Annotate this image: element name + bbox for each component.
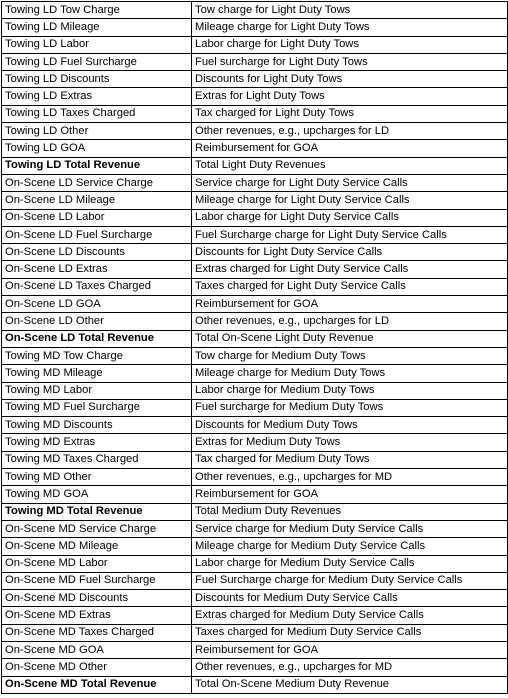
- line-item-name-cell: Towing MD Discounts: [2, 417, 192, 434]
- table-row: [2, 157, 508, 174]
- line-item-name-cell: Towing MD Fuel Surcharge: [2, 399, 192, 416]
- line-item-name-cell: On-Scene MD GOA: [2, 641, 192, 658]
- line-item-name-cell: Towing LD Mileage: [2, 19, 192, 36]
- line-item-name-cell: On-Scene LD Extras: [2, 261, 192, 278]
- table-row: [2, 36, 508, 53]
- line-item-description-cell: Tow charge for Medium Duty Tows: [192, 347, 508, 364]
- line-item-name-cell: Towing MD Other: [2, 469, 192, 486]
- line-item-description-cell: Labor charge for Medium Duty Service Calls: [192, 555, 508, 572]
- table-row: [2, 676, 508, 693]
- line-item-name-cell: On-Scene MD Mileage: [2, 538, 192, 555]
- line-item-description-cell: Reimbursement for GOA: [192, 641, 508, 658]
- line-item-name-cell: Towing MD Labor: [2, 382, 192, 399]
- line-item-description-cell: Labor charge for Medium Duty Tows: [192, 382, 508, 399]
- line-item-description-cell: Taxes charged for Medium Duty Service Calls: [192, 624, 508, 641]
- line-item-name-cell: Towing MD Mileage: [2, 365, 192, 382]
- line-item-description-cell: Fuel surcharge for Light Duty Tows: [192, 53, 508, 70]
- table-row: [2, 278, 508, 295]
- line-item-description-cell: Mileage charge for Light Duty Service Calls: [192, 192, 508, 209]
- line-item-description-cell: Discounts for Light Duty Tows: [192, 71, 508, 88]
- table-row: [2, 659, 508, 676]
- line-item-description-cell: Extras for Medium Duty Tows: [192, 434, 508, 451]
- line-item-name-cell: On-Scene MD Fuel Surcharge: [2, 572, 192, 589]
- line-item-name-cell: On-Scene LD Discounts: [2, 244, 192, 261]
- table-row: [2, 538, 508, 555]
- table-row: [2, 347, 508, 364]
- table-row: [2, 624, 508, 641]
- line-item-name-cell: On-Scene LD Other: [2, 313, 192, 330]
- table-row: [2, 399, 508, 416]
- table-row: [2, 434, 508, 451]
- table-body: [2, 2, 508, 694]
- table-row: [2, 2, 508, 19]
- table-row: [2, 296, 508, 313]
- line-item-description-cell: Mileage charge for Light Duty Tows: [192, 19, 508, 36]
- line-item-name-cell: Towing LD Labor: [2, 36, 192, 53]
- line-item-name-cell: On-Scene LD Taxes Charged: [2, 278, 192, 295]
- line-item-description-cell: Extras charged for Light Duty Service Calls: [192, 261, 508, 278]
- table-row: [2, 174, 508, 191]
- line-item-description-cell: Tow charge for Light Duty Tows: [192, 2, 508, 19]
- line-item-description-cell: Other revenues, e.g., upcharges for LD: [192, 123, 508, 140]
- line-item-description-cell: Mileage charge for Medium Duty Tows: [192, 365, 508, 382]
- revenue-definitions-table: [1, 1, 508, 694]
- revenue-definitions-sheet: [0, 1, 508, 698]
- line-item-description-cell: Reimbursement for GOA: [192, 486, 508, 503]
- table-row: [2, 451, 508, 468]
- line-item-name-cell: Towing LD Total Revenue: [2, 157, 192, 174]
- line-item-name-cell: On-Scene LD Service Charge: [2, 174, 192, 191]
- table-row: [2, 209, 508, 226]
- table-row: [2, 365, 508, 382]
- line-item-name-cell: On-Scene LD Total Revenue: [2, 330, 192, 347]
- line-item-name-cell: On-Scene LD Labor: [2, 209, 192, 226]
- line-item-name-cell: On-Scene MD Labor: [2, 555, 192, 572]
- line-item-name-cell: On-Scene MD Discounts: [2, 590, 192, 607]
- line-item-description-cell: Mileage charge for Medium Duty Service Calls: [192, 538, 508, 555]
- line-item-name-cell: On-Scene MD Other: [2, 659, 192, 676]
- line-item-description-cell: Total Light Duty Revenues: [192, 157, 508, 174]
- table-row: [2, 105, 508, 122]
- line-item-description-cell: Reimbursement for GOA: [192, 296, 508, 313]
- line-item-description-cell: Service charge for Light Duty Service Calls: [192, 174, 508, 191]
- table-row: [2, 226, 508, 243]
- line-item-description-cell: Fuel Surcharge charge for Medium Duty Service Calls: [192, 572, 508, 589]
- table-row: [2, 607, 508, 624]
- line-item-name-cell: On-Scene LD Mileage: [2, 192, 192, 209]
- line-item-description-cell: Extras charged for Medium Duty Service Calls: [192, 607, 508, 624]
- table-row: [2, 313, 508, 330]
- table-row: [2, 417, 508, 434]
- line-item-description-cell: Other revenues, e.g., upcharges for MD: [192, 659, 508, 676]
- line-item-name-cell: Towing LD GOA: [2, 140, 192, 157]
- line-item-description-cell: Tax charged for Light Duty Tows: [192, 105, 508, 122]
- table-row: [2, 19, 508, 36]
- line-item-description-cell: Total On-Scene Light Duty Revenue: [192, 330, 508, 347]
- table-row: [2, 140, 508, 157]
- table-row: [2, 469, 508, 486]
- table-row: [2, 261, 508, 278]
- line-item-name-cell: On-Scene MD Service Charge: [2, 520, 192, 537]
- line-item-description-cell: Tax charged for Medium Duty Tows: [192, 451, 508, 468]
- line-item-name-cell: Towing MD Extras: [2, 434, 192, 451]
- table-row: [2, 590, 508, 607]
- line-item-description-cell: Extras for Light Duty Tows: [192, 88, 508, 105]
- line-item-description-cell: Other revenues, e.g., upcharges for MD: [192, 469, 508, 486]
- table-row: [2, 244, 508, 261]
- line-item-name-cell: On-Scene MD Taxes Charged: [2, 624, 192, 641]
- line-item-name-cell: On-Scene MD Extras: [2, 607, 192, 624]
- line-item-name-cell: Towing MD GOA: [2, 486, 192, 503]
- table-row: [2, 486, 508, 503]
- table-row: [2, 382, 508, 399]
- table-row: [2, 88, 508, 105]
- table-row: [2, 192, 508, 209]
- line-item-name-cell: Towing LD Discounts: [2, 71, 192, 88]
- line-item-description-cell: Taxes charged for Light Duty Service Calls: [192, 278, 508, 295]
- line-item-name-cell: Towing LD Tow Charge: [2, 2, 192, 19]
- line-item-name-cell: Towing MD Taxes Charged: [2, 451, 192, 468]
- line-item-description-cell: Service charge for Medium Duty Service Calls: [192, 520, 508, 537]
- table-row: [2, 330, 508, 347]
- line-item-description-cell: Total On-Scene Medium Duty Revenue: [192, 676, 508, 693]
- table-row: [2, 520, 508, 537]
- line-item-name-cell: Towing LD Fuel Surcharge: [2, 53, 192, 70]
- line-item-name-cell: Towing LD Taxes Charged: [2, 105, 192, 122]
- line-item-name-cell: On-Scene LD GOA: [2, 296, 192, 313]
- line-item-name-cell: On-Scene MD Total Revenue: [2, 676, 192, 693]
- line-item-description-cell: Discounts for Light Duty Service Calls: [192, 244, 508, 261]
- line-item-description-cell: Labor charge for Light Duty Service Calls: [192, 209, 508, 226]
- line-item-name-cell: On-Scene LD Fuel Surcharge: [2, 226, 192, 243]
- line-item-description-cell: Total Medium Duty Revenues: [192, 503, 508, 520]
- line-item-description-cell: Discounts for Medium Duty Service Calls: [192, 590, 508, 607]
- table-row: [2, 503, 508, 520]
- table-row: [2, 572, 508, 589]
- table-row: [2, 641, 508, 658]
- line-item-name-cell: Towing LD Other: [2, 123, 192, 140]
- table-row: [2, 53, 508, 70]
- table-row: [2, 555, 508, 572]
- line-item-description-cell: Reimbursement for GOA: [192, 140, 508, 157]
- line-item-description-cell: Labor charge for Light Duty Tows: [192, 36, 508, 53]
- line-item-description-cell: Discounts for Medium Duty Tows: [192, 417, 508, 434]
- line-item-description-cell: Fuel surcharge for Medium Duty Tows: [192, 399, 508, 416]
- line-item-name-cell: Towing MD Total Revenue: [2, 503, 192, 520]
- line-item-description-cell: Fuel Surcharge charge for Light Duty Service Calls: [192, 226, 508, 243]
- line-item-name-cell: Towing MD Tow Charge: [2, 347, 192, 364]
- table-row: [2, 71, 508, 88]
- line-item-name-cell: Towing LD Extras: [2, 88, 192, 105]
- table-row: [2, 123, 508, 140]
- line-item-description-cell: Other revenues, e.g., upcharges for LD: [192, 313, 508, 330]
